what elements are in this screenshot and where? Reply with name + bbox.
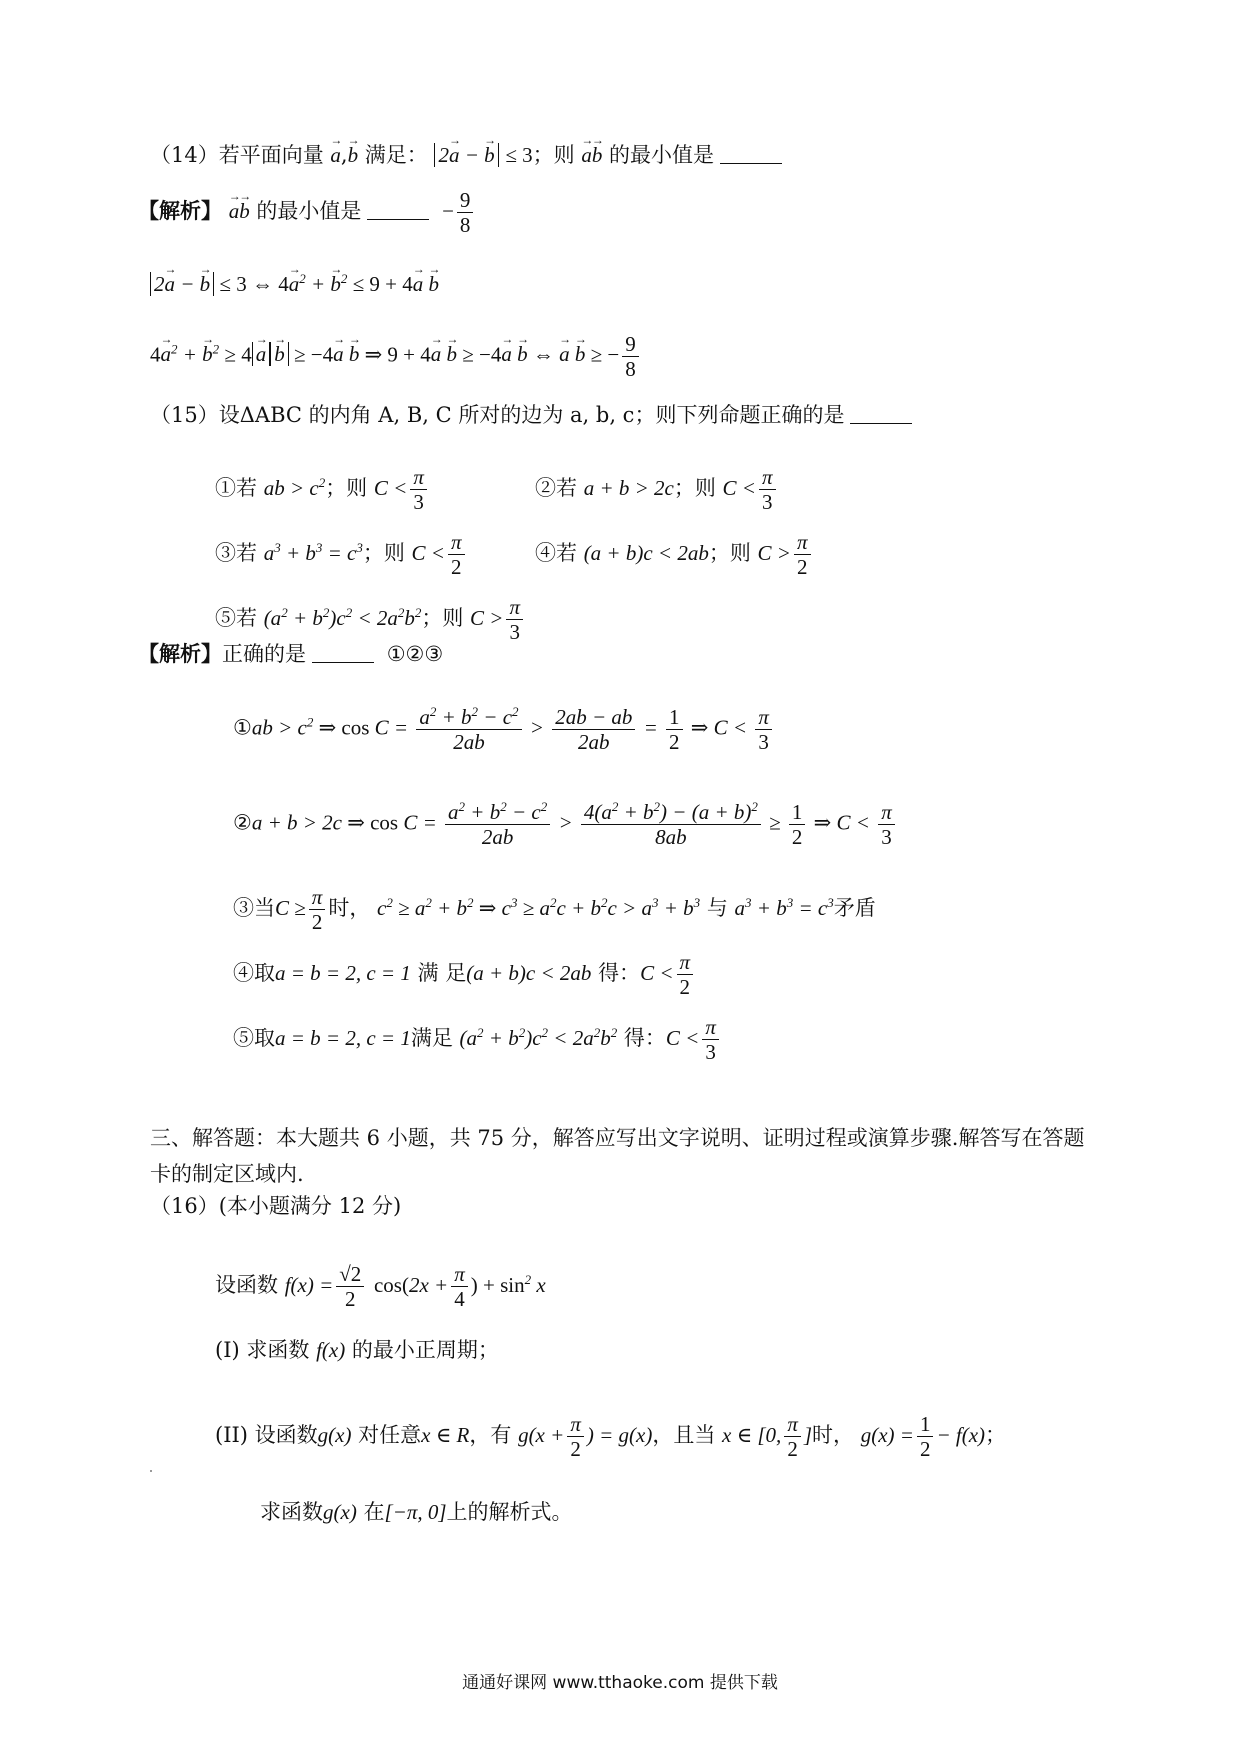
analysis-tag: 【解析】	[138, 198, 222, 224]
answer-blank	[367, 219, 429, 220]
q15-solution-2: ②a + b > 2c ⇒ cos C = $\frac{a^2 + b^2 - c^2}{2ab}$ > $\frac{4(a^2 + b^2) - (a + b)^2}{8ab}$ ≥ $\frac{1}{2}$ ⇒ C < $\frac{\pi}{3}$	[233, 800, 898, 849]
q14-label: （14）	[150, 143, 219, 167]
q16-part-2-cont: 求函数g(x) 在[−π, 0]上的解析式。	[260, 1500, 573, 1524]
q14-stem: 若平面向量	[218, 143, 324, 167]
q15-answer: ①②③	[386, 642, 444, 666]
q16-score: (本小题满分 12 分)	[218, 1194, 402, 1218]
answer-blank	[720, 163, 782, 164]
footer: 通通好课网 www.tthaoke.com 提供下载	[462, 1673, 778, 1693]
q15-option-2: ②若 a + b > 2c；则 C < $\frac{\pi}{3}$	[535, 465, 779, 514]
q14-step1: 2→ a − → b ≤ 3 ⇔ $4\to a^2$ + → $b^2 \le 9 + 4\to a \to b$	[150, 272, 439, 295]
q14-analysis-text: 的最小值是	[256, 199, 362, 224]
analysis-tag: 【解析】	[138, 641, 222, 666]
q15-solution-1: ①ab > $c^2$ ⇒ cos C = $\frac{a^2 + b^2 - c^2}{2ab}$ > $\frac{2ab - ab}{2ab}$ = $\frac{1}{2}$ ⇒ C < $\frac{\pi}{3}$	[233, 705, 775, 754]
q15-option-1: ①若 ab > $c^2$；则 C < $\frac{\pi}{3}$	[215, 465, 430, 514]
q16-label: （16）	[150, 1194, 219, 1218]
answer-denominator: 8	[459, 213, 471, 238]
q14-analysis: 【解析】 → a→ b 的最小值是 − $\frac{9}{8}$	[138, 188, 476, 237]
q15-analysis: 【解析】正确的是 ①②③	[138, 641, 444, 666]
speck	[150, 1470, 152, 1472]
q16-part-2: (II) 设函数g(x) 对任意x ∈ R，有 g(x + $\frac{\pi}{2}$ ) = g(x)，且当 x ∈ [0, $\frac{\pi}{2}$ ]时， g(x) = $\frac{1}{2}$ − f(x)；	[215, 1412, 1007, 1462]
q15-solution-4: ④取a = b = 2, c = 1 满 足(a + b)c < 2ab 得：C < $\frac{\pi}{2}$	[233, 950, 696, 999]
q16-header	[150, 1196, 401, 1217]
section-heading: 三、解答题：本大题共 6 小题，共 75 分，解答应写出文字说明、证明过程或演算步骤.解答写在答题	[150, 1126, 1085, 1150]
q14-question: （14）若平面向量 → a,→ b 满足： 2→ a − → b ≤ 3；则 → a→ b 的最小值是	[150, 145, 788, 166]
answer-blank	[850, 423, 912, 424]
q15-option-4: ④若 (a + b)c < 2ab；则 C > $\frac{\pi}{2}$	[535, 530, 814, 579]
q15-question	[150, 405, 918, 426]
q14-step2: $4\to a^2$ + → $b^2 \ge 4\to a\to b \ge -4\to a \to b$ ⇒ 9 + 4→ a → b ≥ −4→ a → b ⇔ → a → b ≥ − $\frac{9}{8}$	[150, 332, 642, 381]
q15-label: （15）	[150, 403, 219, 427]
answer-blank	[312, 662, 374, 663]
q15-option-5: ⑤若 $(a^2 + b^2)c^2 < 2a^2b^2$；则 C > $\frac{\pi}{3}$	[215, 595, 526, 644]
q16-part-1: (I) 求函数 f(x) 的最小正周期；	[215, 1338, 499, 1362]
q16-function: 设函数 f(x) = $\frac{√2}{2}$ cos(2x + $\frac{\pi}{4}$ ) + $\sin^2 x$	[215, 1262, 546, 1312]
section-heading-cont: 卡的制定区域内.	[150, 1162, 304, 1186]
q14-cond-pre: 满足：	[364, 143, 428, 167]
q15-option-3: ③若 $a^3 + b^3 = c^3$；则 C < $\frac{\pi}{2}$	[215, 530, 468, 579]
answer-numerator: 9	[457, 188, 474, 213]
q14-cond-post: ≤ 3；则	[505, 143, 575, 167]
q15-stem: 设ΔABC 的内角 A, B, C 所对的边为 a, b, c；则下列命题正确的是	[218, 403, 845, 427]
q15-solution-3: ③当C ≥ $\frac{\pi}{2}$ 时， $c^2 \ge a^2 + b^2$ ⇒ $c^3 \ge a^2c + b^2c > a^3 + b^3$ 与 $a^3 + b^3 = c^3$矛盾	[233, 885, 876, 935]
q15-solution-5: ⑤取a = b = 2, c = 1满足 $(a^2 + b^2)c^2 < 2a^2b^2$ 得：C < $\frac{\pi}{3}$	[233, 1015, 722, 1064]
q14-ask: 的最小值是	[609, 143, 714, 167]
